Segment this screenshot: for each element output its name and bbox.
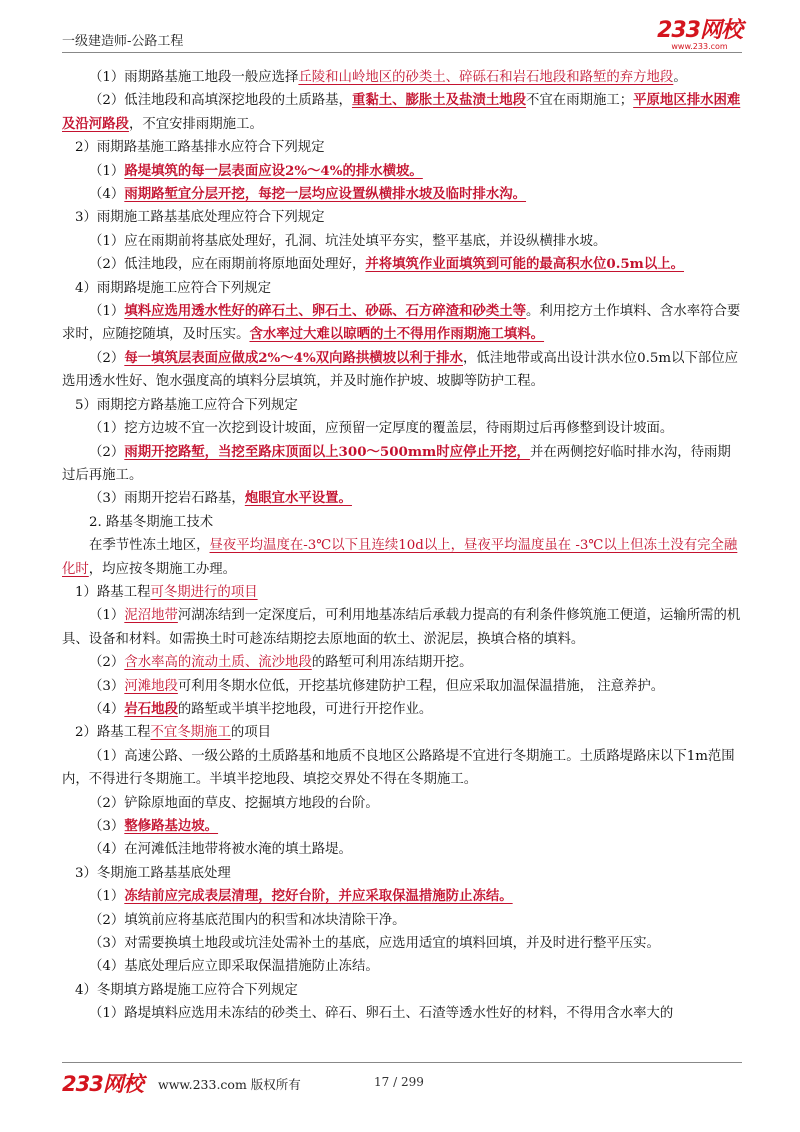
text-segment: 的路堑或半填半挖地段，可进行开挖作业。 bbox=[177, 701, 433, 717]
footer-copyright: www.233.com 版权所有 bbox=[158, 1077, 301, 1092]
text-segment: （3） bbox=[89, 819, 125, 834]
paragraph bbox=[62, 932, 742, 955]
text-segment: （2） bbox=[89, 655, 125, 671]
paragraph bbox=[62, 815, 742, 838]
text-segment: ，均应按冬期施工办理。 bbox=[88, 561, 237, 577]
highlighted-text: 可冬期进行的项目 bbox=[150, 584, 258, 600]
text-segment: （1）路堤填料应选用未冻结的砂类土、碎石、卵石土、石渣等透水性好的材料，不得用含水率大的 bbox=[89, 1006, 674, 1022]
text-segment: （1）挖方边坡不宜一次挖到设计坡面，应预留一定厚度的覆盖层，待雨期过后再修整到设计坡面。 bbox=[89, 421, 674, 437]
brand-logo bbox=[657, 20, 742, 51]
header-title: 一级建造师-公路工程 bbox=[62, 34, 184, 49]
paragraph bbox=[62, 160, 742, 183]
highlighted-text: 河滩地段 bbox=[124, 678, 178, 694]
text-segment: （1） bbox=[89, 304, 125, 320]
text-segment: （4） bbox=[89, 187, 125, 203]
paragraph bbox=[62, 604, 742, 651]
highlighted-text: 含水率高的流动土质、流沙地段 bbox=[124, 655, 312, 671]
paragraph bbox=[62, 347, 742, 394]
text-segment: ，低洼地带或高出设计洪水位0.5m以下部位应选用透水性好、饱水强度高的填料分层填筑，并及时施作护坡、坡脚等防护工程。 bbox=[62, 350, 739, 390]
text-segment: 河湖冻结到一定深度后，可利用地基冻结后承载力提高的有利条件修筑施工便道，运输所需的机具、设备和材料。如需换土时可趁冻结期挖去原地面的软土、淤泥层，换填合格的填料。 bbox=[62, 608, 741, 647]
text-segment: 在季节性冻土地区， bbox=[89, 538, 210, 554]
highlighted-text: 雨期开挖路堑，当挖至路床顶面以上300～500mm时应停止开挖， bbox=[124, 443, 530, 460]
paragraph bbox=[62, 89, 742, 136]
text-segment: （1） bbox=[89, 608, 125, 624]
text-segment: （4）在河滩低洼地带将被水淹的填土路堤。 bbox=[89, 842, 352, 858]
logo-text: 233网校 bbox=[657, 18, 742, 43]
text-segment: 2）雨期路基施工路基排水应符合下列规定 bbox=[75, 140, 325, 156]
paragraph bbox=[62, 651, 742, 674]
highlighted-text: 昼夜平均温度在-3℃以下且连续10d以上，昼夜平均温度虽在 -3℃以上但冻土没有完全融化时 bbox=[62, 538, 738, 577]
highlighted-text: 重黏土、膨胀土及盐渍土地段 bbox=[351, 92, 527, 109]
highlighted-text: 丘陵和山岭地区的砂类土、碎砾石和岩石地段和路堑的弃方地段 bbox=[298, 70, 674, 85]
highlighted-text: 炮眼宜水平设置。 bbox=[244, 490, 352, 507]
text-segment: 2. 路基冬期施工技术 bbox=[89, 514, 214, 530]
text-segment: （1）应在雨期前将基底处理好，孔洞、坑洼处填平夯实，整平基底，并设纵横排水坡。 bbox=[89, 233, 607, 249]
paragraph bbox=[62, 394, 742, 417]
text-segment: 4）雨期路堤施工应符合下列规定 bbox=[75, 280, 271, 296]
text-segment: 不宜在雨期施工； bbox=[526, 93, 634, 109]
text-segment: 的路堑可利用冻结期开挖。 bbox=[311, 655, 473, 671]
paragraph bbox=[62, 885, 742, 908]
text-segment: （3）雨期开挖岩石路基， bbox=[89, 491, 245, 507]
logo-url: www.233.com bbox=[671, 42, 728, 51]
text-segment: （1） bbox=[89, 163, 125, 179]
footer-logo: 233网校 bbox=[62, 1072, 143, 1096]
paragraph bbox=[62, 721, 742, 744]
text-segment: （2）低洼地段，应在雨期前将原地面处理好， bbox=[89, 257, 366, 273]
paragraph bbox=[62, 745, 742, 792]
paragraph bbox=[62, 698, 742, 721]
highlighted-text: 泥沼地带 bbox=[124, 608, 178, 624]
page-header bbox=[62, 20, 742, 50]
paragraph bbox=[62, 206, 742, 229]
paragraph bbox=[62, 862, 742, 885]
paragraph bbox=[62, 183, 742, 206]
text-segment: 4）冬期填方路堤施工应符合下列规定 bbox=[75, 982, 298, 998]
text-segment: 的项目 bbox=[230, 725, 271, 741]
text-segment: （1）高速公路、一级公路的土质路基和地质不良地区公路路堤不宜进行冬期施工。土质路堤路床以下1m范围内，不得进行冬期施工。半填半挖地段、填挖交界处不得在冬期施工。 bbox=[62, 748, 735, 788]
page-footer bbox=[62, 1062, 742, 1102]
text-segment: （2）低洼地段和高填深挖地段的土质路基， bbox=[89, 93, 352, 109]
highlighted-text: 冻结前应完成表层清理，挖好台阶，并应采取保温措施防止冻结。 bbox=[124, 888, 513, 905]
text-segment: （4） bbox=[89, 701, 125, 717]
text-segment: （1）雨期路基施工地段一般应选择 bbox=[89, 70, 299, 85]
paragraph bbox=[62, 838, 742, 861]
text-segment: 3）雨期施工路基基底处理应符合下列规定 bbox=[75, 210, 325, 226]
text-segment: 3）冬期施工路基基底处理 bbox=[75, 865, 231, 881]
text-segment: 可利用冬期水位低，开挖基坑修建防护工程，但应采取加温保温措施， 注意养护。 bbox=[177, 678, 665, 694]
paragraph bbox=[62, 955, 742, 978]
highlighted-text: 岩石地段 bbox=[124, 700, 178, 717]
text-segment: 2）路基工程 bbox=[75, 725, 151, 741]
paragraph bbox=[62, 511, 742, 534]
highlighted-text: 并将填筑作业面填筑到可能的最高积水位0.5m以上。 bbox=[365, 256, 685, 273]
highlighted-text: 路堤填筑的每一层表面应设2%～4%的排水横坡。 bbox=[124, 162, 423, 179]
text-segment: （2） bbox=[89, 350, 125, 366]
paragraph bbox=[62, 979, 742, 1002]
paragraph bbox=[62, 909, 742, 932]
highlighted-text: 平原地区排水困难及沿河路段 bbox=[62, 92, 741, 132]
text-segment: 并在两侧挖好临时排水沟，待雨期过后再施工。 bbox=[62, 444, 731, 483]
text-segment: （2）铲除原地面的草皮、挖掘填方地段的台阶。 bbox=[89, 795, 379, 811]
paragraph bbox=[62, 253, 742, 276]
document-body bbox=[62, 66, 742, 1026]
paragraph bbox=[62, 136, 742, 159]
text-segment: 1）路基工程 bbox=[75, 584, 151, 600]
paragraph bbox=[62, 534, 742, 581]
text-segment: 。 bbox=[673, 70, 687, 85]
text-segment: （3） bbox=[89, 678, 125, 694]
header-divider bbox=[62, 52, 742, 53]
paragraph bbox=[62, 441, 742, 488]
highlighted-text: 整修路基边坡。 bbox=[124, 818, 219, 834]
text-segment: （2） bbox=[89, 444, 125, 460]
text-segment: 5）雨期挖方路基施工应符合下列规定 bbox=[75, 397, 298, 413]
highlighted-text: 雨期路堑宜分层开挖，每挖一层均应设置纵横排水坡及临时排水沟。 bbox=[124, 186, 527, 203]
text-segment: （4）基底处理后应立即采取保温措施防止冻结。 bbox=[89, 959, 379, 975]
paragraph bbox=[62, 230, 742, 253]
paragraph bbox=[62, 487, 742, 510]
paragraph bbox=[62, 277, 742, 300]
paragraph bbox=[62, 300, 742, 347]
highlighted-text: 每一填筑层表面应做成2%～4%双向路拱横坡以利于排水 bbox=[124, 349, 463, 366]
paragraph bbox=[62, 581, 742, 604]
text-segment: 。利用挖方土作填料、含水率符合要求时，应随挖随填，及时压实。 bbox=[62, 304, 741, 343]
text-segment: （2）填筑前应将基底范围内的积雪和冰块清除干净。 bbox=[89, 912, 406, 928]
paragraph bbox=[62, 675, 742, 698]
footer-divider bbox=[62, 1062, 742, 1063]
paragraph bbox=[62, 66, 742, 89]
paragraph bbox=[62, 792, 742, 815]
text-segment: （1） bbox=[89, 889, 125, 905]
highlighted-text: 不宜冬期施工 bbox=[150, 725, 231, 741]
highlighted-text: 填料应选用透水性好的碎石土、卵石土、砂砾、石方碎渣和砂类土等 bbox=[124, 303, 527, 320]
text-segment: ，不宜安排雨期施工。 bbox=[128, 116, 263, 132]
highlighted-text: 含水率过大难以晾晒的土不得用作雨期施工填料。 bbox=[249, 326, 545, 343]
text-segment: （3）对需要换填土地段或坑洼处需补土的基底，应选用适宜的填料回填，并及时进行整平压实。 bbox=[89, 936, 660, 952]
page-number: 17 / 299 bbox=[374, 1075, 424, 1089]
paragraph bbox=[62, 417, 742, 440]
paragraph bbox=[62, 1002, 742, 1025]
